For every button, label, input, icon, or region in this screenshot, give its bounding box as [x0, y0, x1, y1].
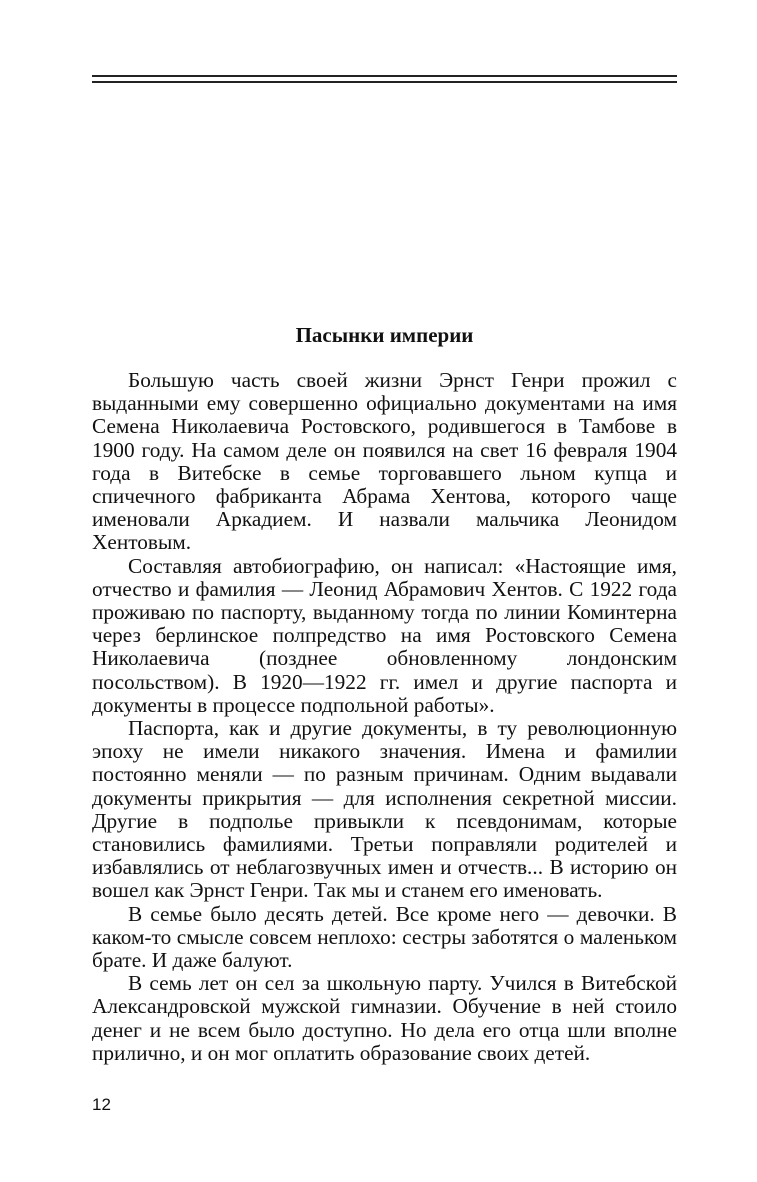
paragraph: Большую часть своей жизни Эрнст Генри прожил с выданными ему совершенно официально документами на имя Семена Николаевича Ростовского, родившегося в Тамбове в 1900 году. На самом деле он появился на свет 16 февраля 1904 года в Витебске в семье торговавшего льном купца и спичечного фабриканта Абрама Хентова, которого чаще именовали Аркадием. И назвали мальчика Леонидом Хентовым.: [92, 368, 677, 555]
paragraph: Паспорта, как и другие документы, в ту революционную эпоху не имели никакого значения. Имена и фамилии постоянно меняли — по разным причинам. Одним выдавали документы прикрытия — для исполнения секретной миссии. Другие в подполье привыкли к псевдонимам, которые становились фамилиями. Третьи поправляли родителей и избавлялись от неблагозвучных имен и отчеств... В историю он вошел как Эрнст Генри. Так мы и станем его именовать.: [92, 716, 677, 903]
header-rule-top: [92, 75, 677, 77]
paragraph: В семье было десять детей. Все кроме него — девочки. В каком-то смысле совсем неплохо: сестры заботятся о маленьком брате. И даже балуют.: [92, 901, 677, 973]
page-number: 12: [92, 1095, 111, 1114]
paragraph: В семь лет он сел за школьную парту. Учился в Витебской Александровской мужской гимназии. Обучение в ней стоило денег и не всем было доступно. Но дела его отца шли вполне прилично, и он мог оплатить образование своих детей.: [92, 971, 677, 1065]
header-rule-bottom: [92, 81, 677, 83]
chapter-title: Пасынки империи: [295, 323, 474, 347]
paragraph: Составляя автобиографию, он написал: «Настоящие имя, отчество и фамилия — Леонид Абрамович Хентов. С 1922 года проживаю по паспорту, выданному тогда по линии Коминтерна через берлинское полпредство на имя Ростовского Семена Николаевича (позднее обновленному лондонским посольством). В 1920—1922 гг. имел и другие паспорта и документы в процессе подпольной работы».: [92, 553, 677, 717]
body-text: [92, 369, 677, 1065]
